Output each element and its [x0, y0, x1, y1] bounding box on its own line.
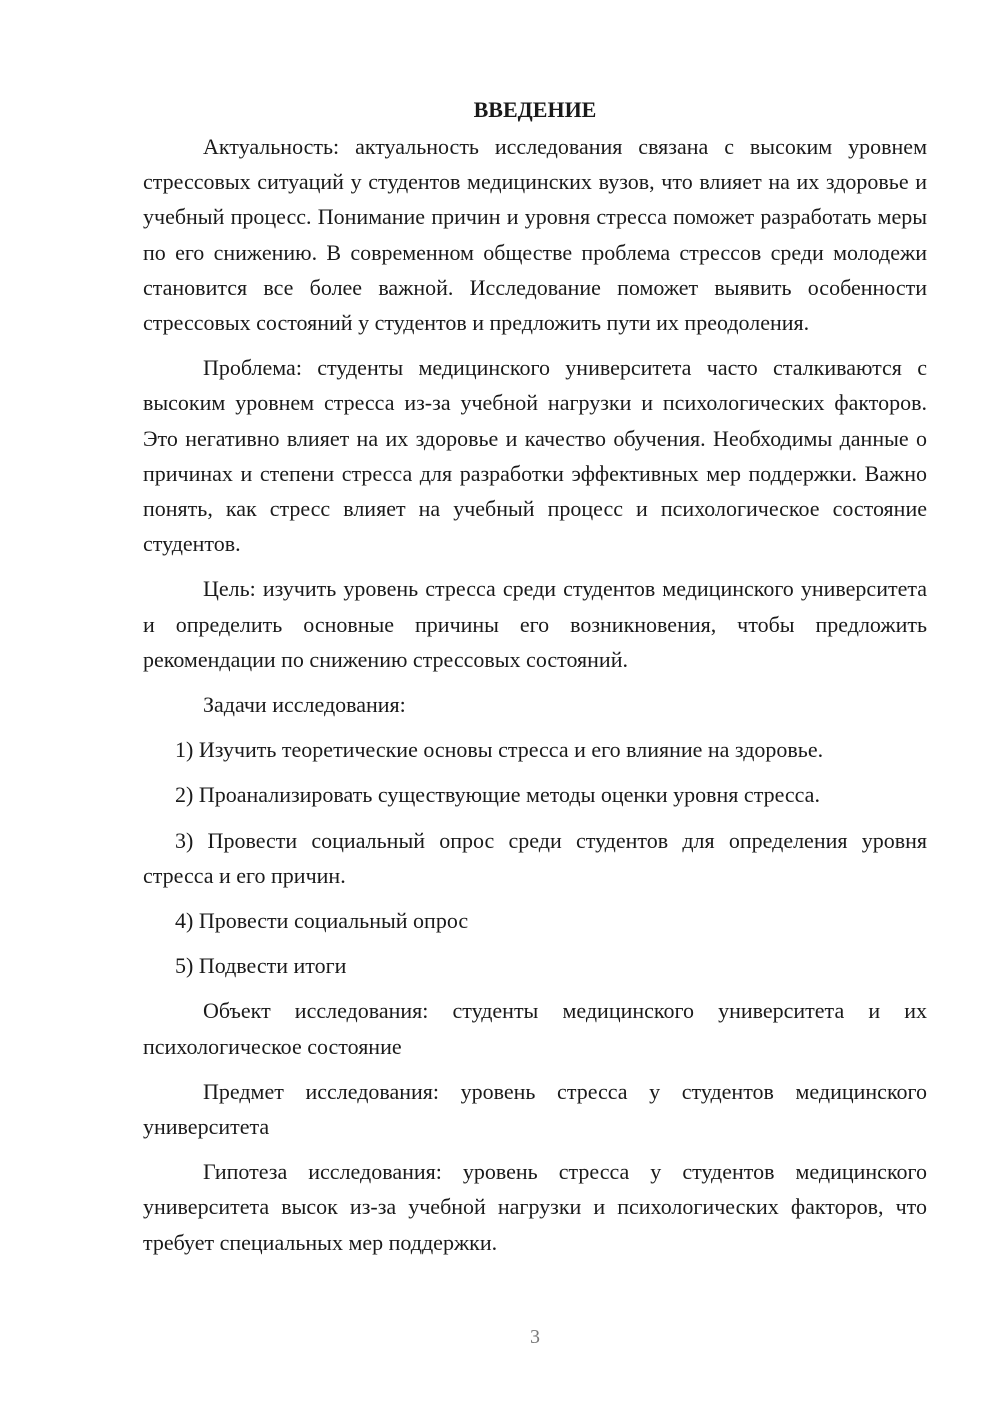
paragraph-object: Объект исследования: студенты медицинского университета и их психологическое состояние	[143, 998, 927, 1059]
paragraph-goal: Цель: изучить уровень стресса среди студентов медицинского университета и определить основные причины его возникновения, чтобы предложить рекомендации по снижению стрессовых состояний.	[143, 576, 927, 672]
paragraph-tasks-heading: Задачи исследования:	[203, 692, 406, 718]
task-item-3: 3) Провести социальный опрос среди студентов для определения уровня стресса и его причин.	[143, 827, 927, 888]
task-item-4: 4) Провести социальный опрос	[175, 908, 469, 934]
task-item-2: 2) Проанализировать существующие методы оценки уровня стресса.	[175, 782, 820, 808]
task-item-1: 1) Изучить теоретические основы стресса и его влияние на здоровье.	[175, 737, 824, 763]
section-title: ВВЕДЕНИЕ	[473, 97, 597, 122]
paragraph-hypothesis: Гипотеза исследования: уровень стресса у студентов медицинского университета высок из-за учебной нагрузки и психологических факторов, что требует специальных мер поддержки.	[143, 1159, 927, 1255]
page-number: 3	[530, 1326, 540, 1348]
task-item-5: 5) Подвести итоги	[175, 953, 347, 979]
paragraph-relevance: Актуальность: актуальность исследования связана с высоким уровнем стрессовых ситуаций у студентов медицинских вузов, что влияет на их здоровье и учебный процесс. Понимание причин и уровня стресса поможет разработать меры по его снижению. В современном обществе проблема стрессов среди молодежи становится все более важной. Исследование поможет выявить особенности стрессовых состояний у студентов и предложить пути их преодоления.	[143, 134, 927, 336]
document-page	[143, 92, 927, 1270]
paragraph-subject: Предмет исследования: уровень стресса у студентов медицинского университета	[143, 1078, 927, 1140]
paragraph-problem: Проблема: студенты медицинского университета часто сталкиваются с высоким уровнем стресса из-за учебной нагрузки и психологических факторов. Это негативно влияет на их здоровье и качество обучения. Необходимы данные о причинах и степени стресса для разработки эффективных мер поддержки. Важно понять, как стресс влияет на учебный процесс и психологическое состояние студентов.	[143, 355, 927, 557]
